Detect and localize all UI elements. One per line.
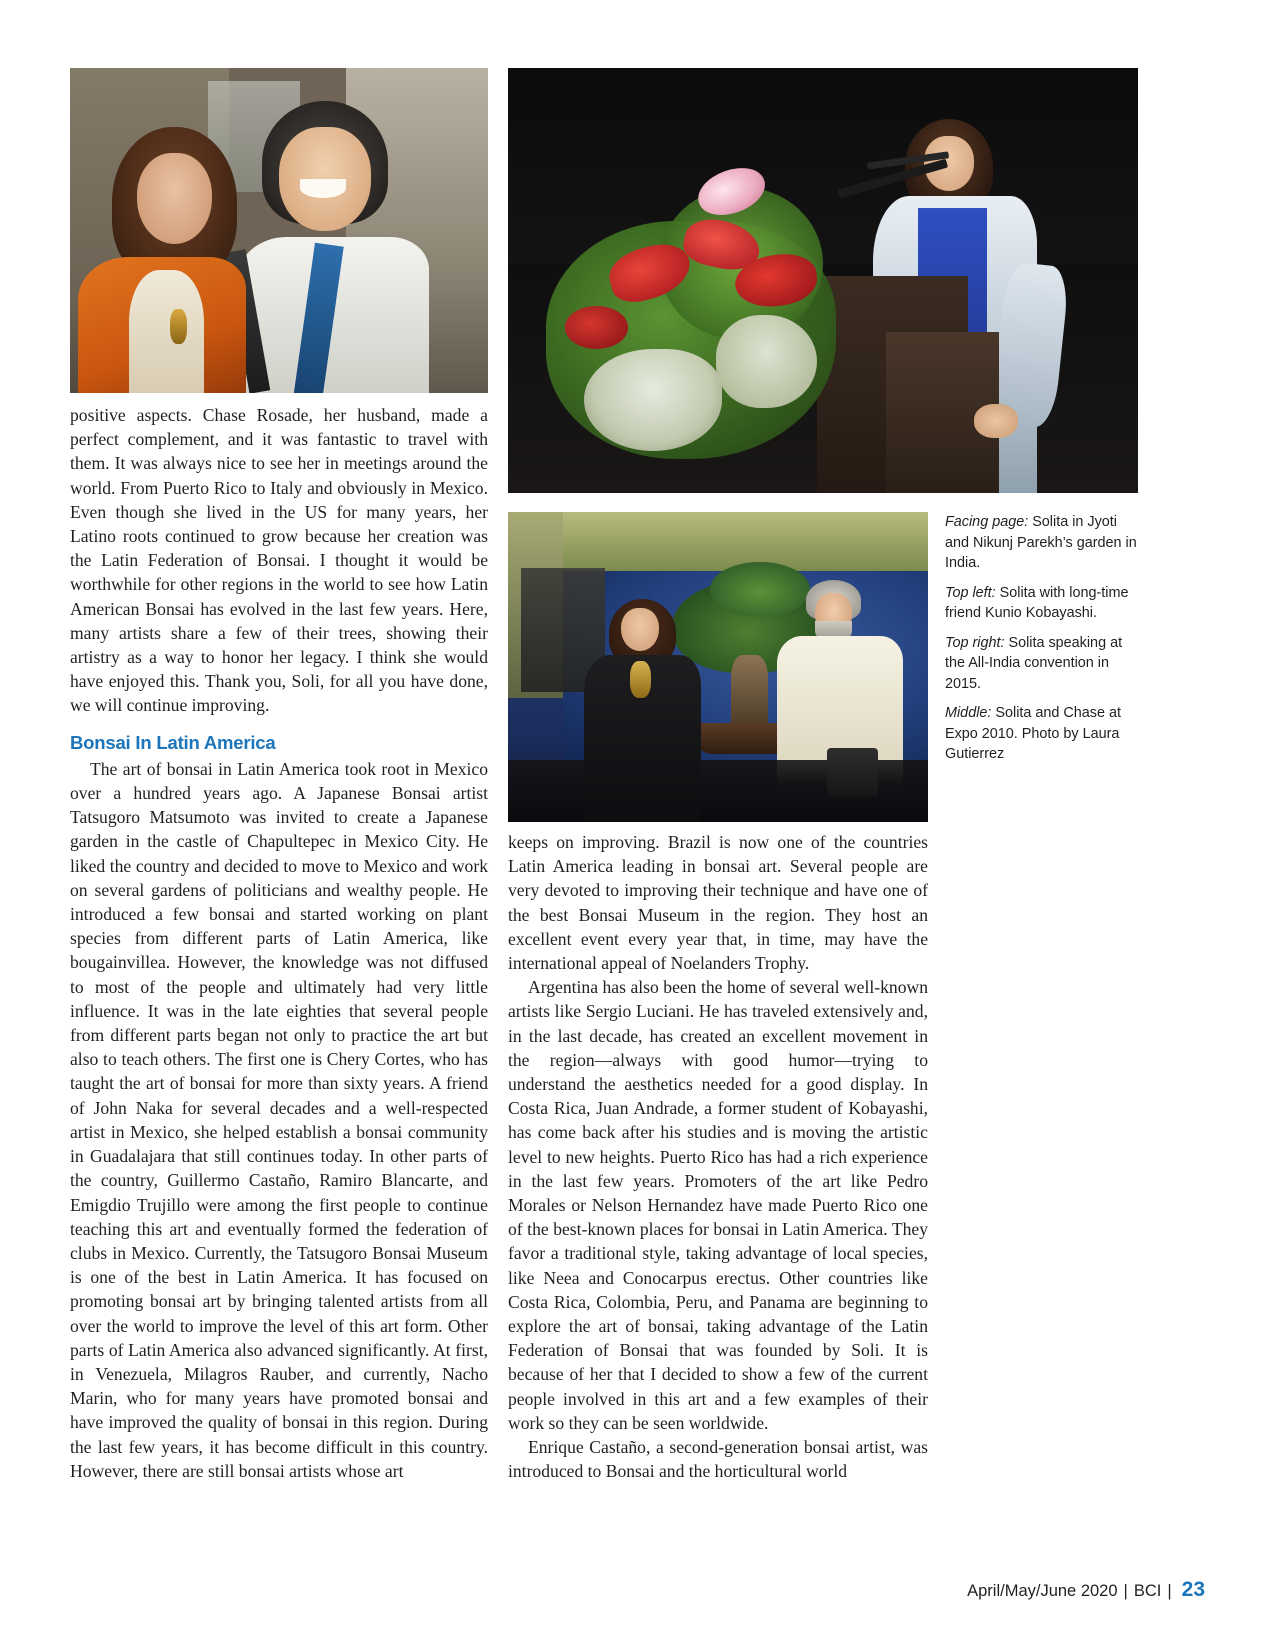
photo-solita-and-kunio-kobayashi [70,68,488,393]
footer-separator-1: | [1123,1582,1128,1600]
caption-label: Middle: [945,705,992,721]
caption-label: Top left: [945,584,996,601]
left-paragraph-2: The art of bonsai in Latin America took root in Mexico over a hundred years ago. A Japanese Bonsai artist Tatsugoro Matsumoto was invited to create a Japanese garden in the castle of Chapultepec in Mexico City. He liked the country and decided to move to Mexico and work on several gardens of politicians and wealthy people. He introduced a few bonsai and started working on plant species from different parts of Latin America, like bougainvillea. However, the knowledge was not diffused to most of the people and ultimately had very little influence. It was in the late eighties that several people from different parts began not only to practice the art but also to teach others. The first one is Chery Cortes, who has taught the art of bonsai for more than sixty years. A friend of John Naka for several decades and a well-respected artist in Mexico, she helped establish a bonsai community in Guadalajara that still continues today. In other parts of the country, Guillermo Castaño, Ramiro Blancarte, and Emigdio Trujillo were among the first people to continue teaching this art and eventually formed the federation of clubs in Mexico. Currently, the Tatsugoro Bonsai Museum is one of the best in Latin America. It has focused on promoting bonsai art by bringing talented artists from all over the world to improve the level of this art form. Other parts of Latin America also advanced significantly. At first, in Venezuela, Milagros Rauber, and currently, Nacho Marin, who for many years have promoted bonsai and have improved the quality of bonsai in this region. During the last few years, it has become difficult in this country. However, there are still bonsai artists whose art [70,758,488,1481]
left-paragraph-1: positive aspects. Chase Rosade, her husband, made a perfect complement, and it was fantastic to travel with them. It was always nice to see her in meetings around the world. From Puerto Rico to Italy and obviously in Mexico. Even though she lived in the US for many years, her Latino roots continued to grow because her creation was the Latin Federation of Bonsai. I thought it would be worthwhile for other regions in the world to see how Latin American Bonsai has evolved in the last few years. Here, many artists share a few of their trees, showing their artistry as a way to honor her legacy. I think she would have enjoyed this. Thank you, Soli, for all you have done, we will continue improving. [70,405,488,716]
right-paragraph-3: Enrique Castaño, a second-generation bonsai artist, was introduced to Bonsai and the horticultural world [508,1437,928,1482]
caption-label: Facing page: [945,514,1029,530]
left-text-column [70,403,488,1483]
photo-solita-and-chase-with-bonsai [508,512,928,822]
caption-text: Solita speaking at the All-India convention in 2015. [945,634,1123,692]
caption-top-right [945,633,1141,695]
photo-solita-speaking-at-podium [508,68,1138,493]
caption-text: Solita in Jyoti and Nikunj Parekh’s garden in India. [945,514,1137,571]
right-text-column [508,830,928,1483]
caption-text: Solita and Chase at Expo 2010. Photo by Laura Gutierrez [945,705,1121,762]
right-paragraph-1: keeps on improving. Brazil is now one of the countries Latin America leading in bonsai art. Several people are very devoted to improving their technique and have one of the best Bonsai Museum in the region. They host an excellent event every year that, in time, may have the international appeal of Noelanders Trophy. [508,832,928,974]
section-heading-bonsai-in-latin-america: Bonsai In Latin America [70,731,276,753]
footer-separator-2: | [1167,1582,1172,1600]
caption-top-left [945,583,1141,624]
right-paragraph-2: Argentina has also been the home of several well-known artists like Sergio Luciani. He has traveled extensively and, in the last decade, has created an excellent movement in the region—always with good humor—trying to understand the aesthetics needed for a good display. In Costa Rica, Juan Andrade, a former student of Kobayashi, has come back after his studies and is moving the artistic level to new heights. Puerto Rico has had a rich experience in the last few years. Promoters of the art like Pedro Morales or Nelson Hernandez have made Puerto Rico one of the best-known places for bonsai in Latin America. They favor a traditional style, taking advantage of local species, like Neea and Conocarpus erectus. Other countries like Costa Rica, Colombia, Peru, and Panama are beginning to explore the art of bonsai, taking advantage of the Latin Federation of Bonsai that was founded by Soli. It is because of her that I decided to show a few of the current people involved in this art and a few examples of their work so they can be seen worldwide. [508,977,928,1433]
photo-captions [945,512,1141,774]
caption-text: Solita with long-time friend Kunio Kobayashi. [945,584,1129,621]
caption-facing-page [945,512,1141,574]
footer-issue-date: April/May/June 2020 [967,1582,1118,1600]
page-number: 23 [1181,1578,1205,1601]
caption-label: Top right: [945,634,1005,651]
page-footer [967,1578,1205,1602]
caption-middle [945,703,1141,765]
footer-brand: BCI [1133,1582,1162,1600]
